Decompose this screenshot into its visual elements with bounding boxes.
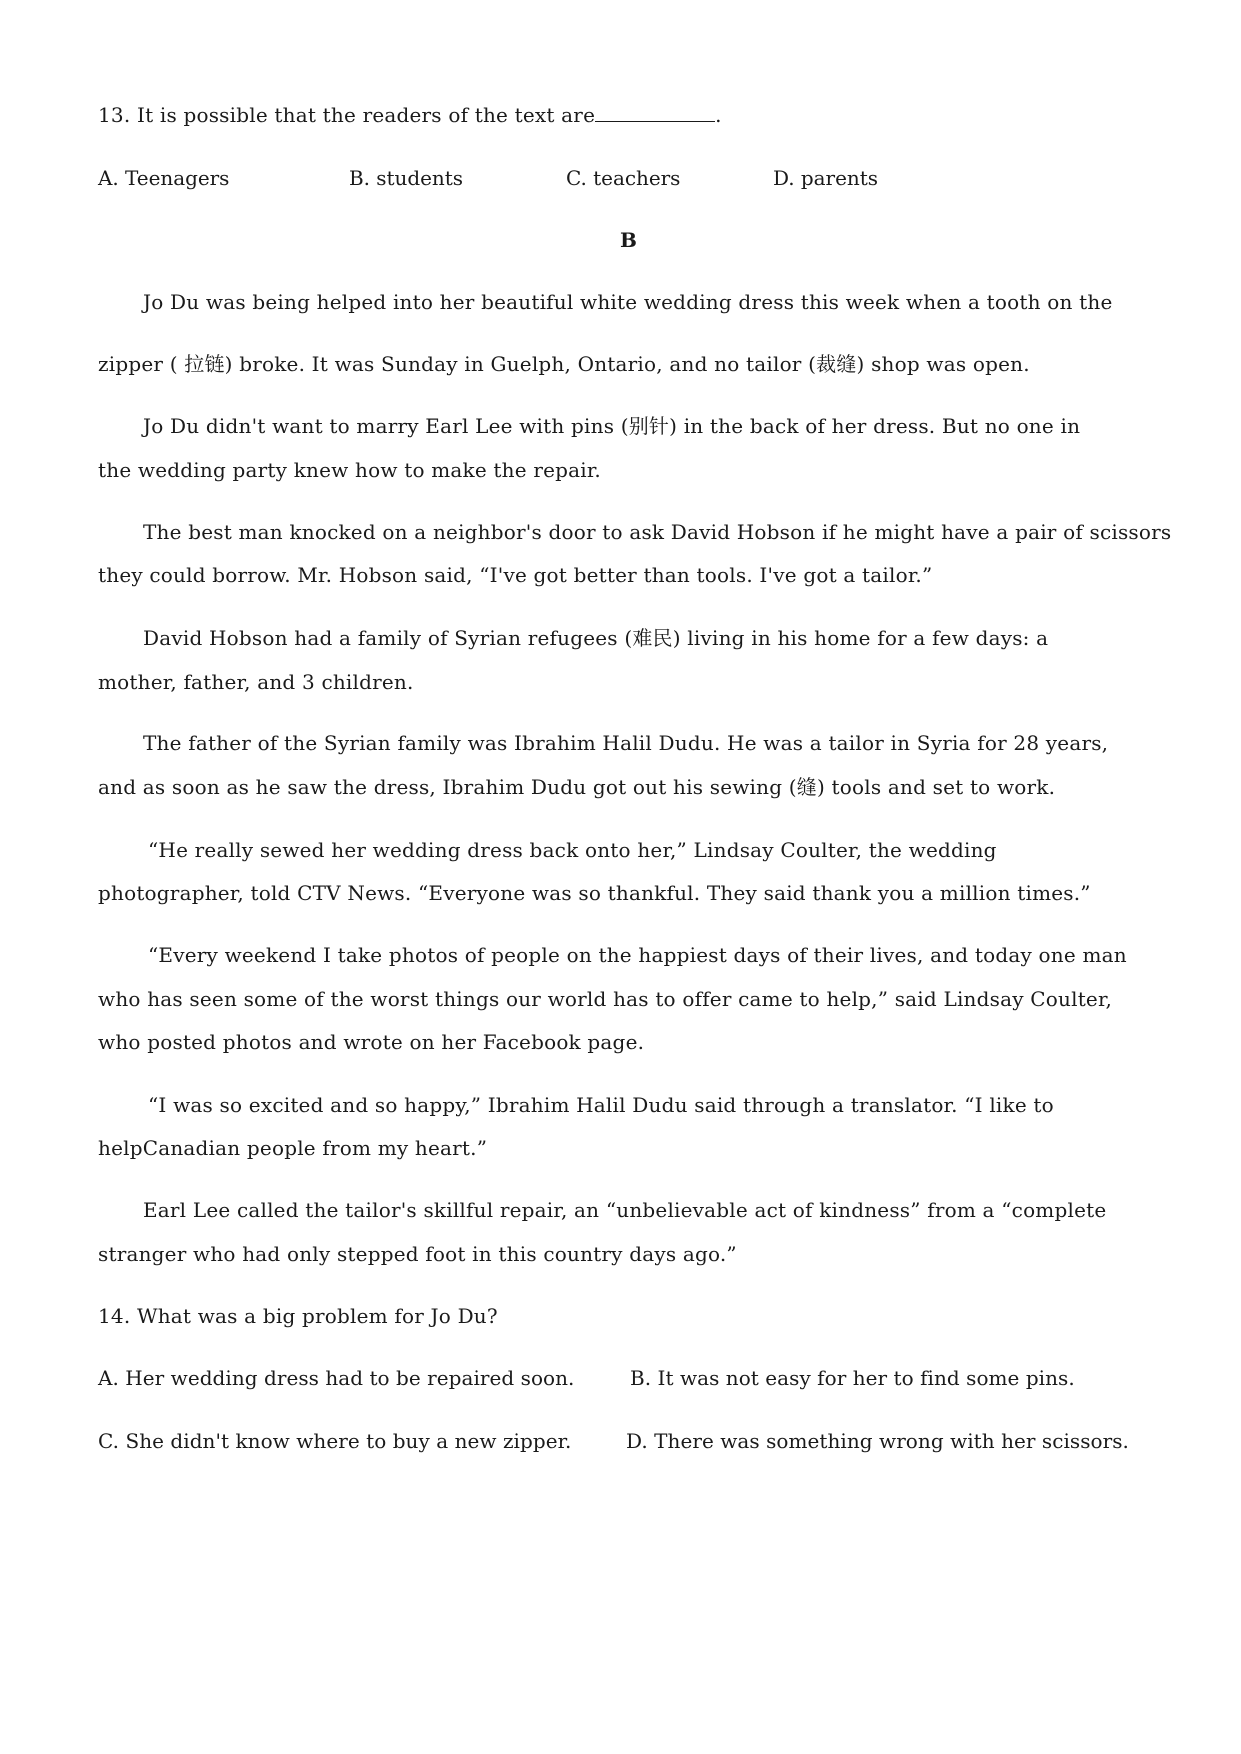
passage-line: stranger who had only stepped foot in this country days ago.” (98, 1242, 737, 1266)
option-14-b: B. It was not easy for her to find some pins. (630, 1366, 1075, 1390)
passage-line: The best man knocked on a neighbor's door to ask David Hobson if he might have a pair of scissors (143, 520, 1172, 544)
question-13-end: . (715, 103, 722, 127)
passage-line: mother, father, and 3 children. (98, 670, 414, 694)
option-14-a: A. Her wedding dress had to be repaired soon. (98, 1366, 575, 1390)
passage-line: David Hobson had a family of Syrian refugees (难民) living in his home for a few days: a (143, 626, 1049, 650)
option-13-b: B. students (349, 166, 463, 190)
option-13-a: A. Teenagers (98, 166, 230, 190)
section-label: B (619, 228, 622, 252)
passage-line: photographer, told CTV News. “Everyone was so thankful. They said thank you a million times.” (98, 881, 1091, 905)
answer-blank (595, 103, 715, 122)
passage-line: “Every weekend I take photos of people on the happiest days of their lives, and today one man (148, 943, 1127, 967)
option-14-d: D. There was something wrong with her scissors. (626, 1429, 1129, 1453)
question-14-stem: 14. What was a big problem for Jo Du? (98, 1304, 498, 1328)
option-13-d: D. parents (773, 166, 878, 190)
question-13-text: 13. It is possible that the readers of the text are (98, 103, 596, 127)
passage-line: the wedding party knew how to make the repair. (98, 458, 601, 482)
passage-line: Jo Du didn't want to marry Earl Lee with pins (别针) in the back of her dress. But no one in (143, 414, 1081, 438)
passage-line: and as soon as he saw the dress, Ibrahim Dudu got out his sewing (缝) tools and set to work. (98, 775, 1056, 799)
passage-line: “I was so excited and so happy,” Ibrahim Halil Dudu said through a translator. “I like to (148, 1093, 1054, 1117)
passage-line: helpCanadian people from my heart.” (98, 1136, 488, 1160)
option-13-c: C. teachers (566, 166, 681, 190)
question-13-stem (98, 103, 722, 127)
passage-line: The father of the Syrian family was Ibrahim Halil Dudu. He was a tailor in Syria for 28 years, (143, 731, 1109, 755)
passage-line: Jo Du was being helped into her beautiful white wedding dress this week when a tooth on the (143, 290, 1113, 314)
passage-line: who has seen some of the worst things our world has to offer came to help,” said Lindsay Coulter, (98, 987, 1113, 1011)
option-14-c: C. She didn't know where to buy a new zipper. (98, 1429, 572, 1453)
passage-line: zipper ( 拉链) broke. It was Sunday in Guelph, Ontario, and no tailor (裁缝) shop was open. (98, 352, 1030, 376)
passage-line: who posted photos and wrote on her Facebook page. (98, 1030, 645, 1054)
passage-line: Earl Lee called the tailor's skillful repair, an “unbelievable act of kindness” from a “complete (143, 1198, 1107, 1222)
passage-line: they could borrow. Mr. Hobson said, “I've got better than tools. I've got a tailor.” (98, 563, 933, 587)
passage-line: “He really sewed her wedding dress back onto her,” Lindsay Coulter, the wedding (148, 838, 997, 862)
